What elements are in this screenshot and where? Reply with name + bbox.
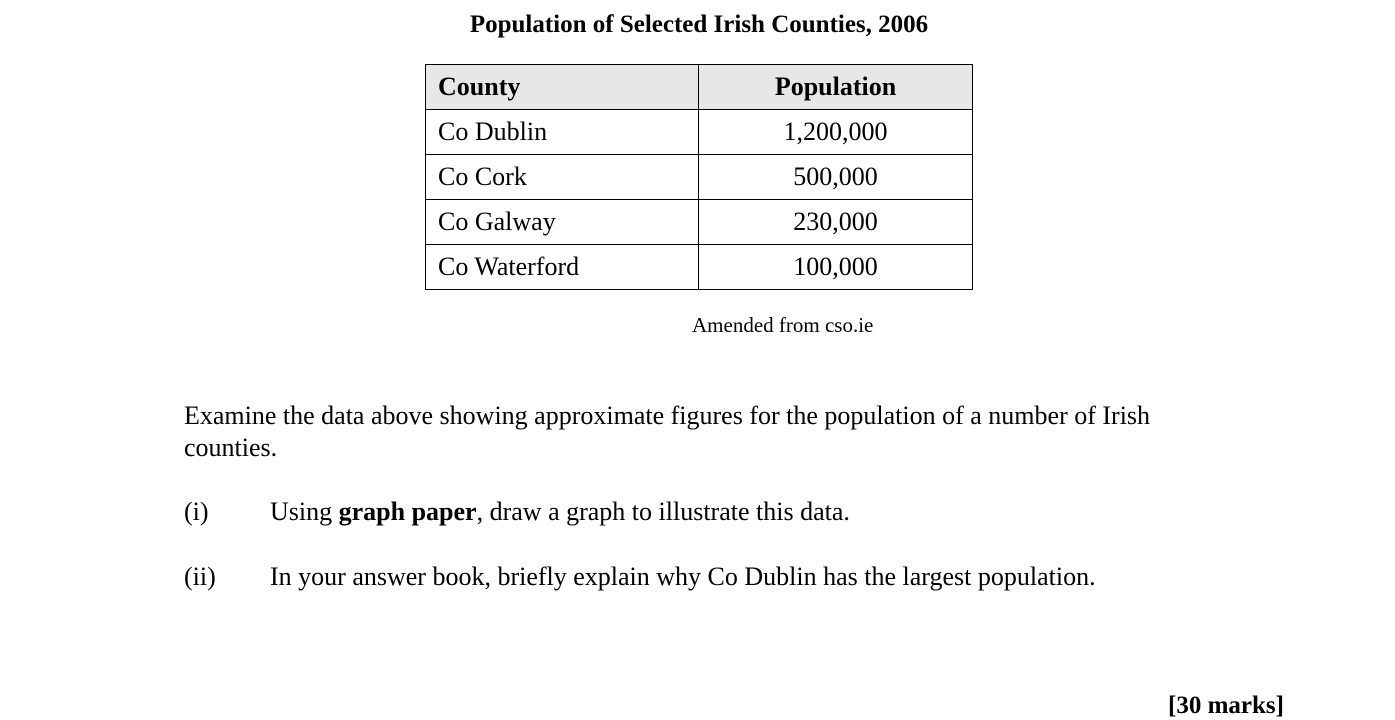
- column-header-population: Population: [699, 65, 973, 110]
- county-cell: Co Waterford: [426, 245, 699, 290]
- intro-text: Examine the data above showing approximate figures for the population of a number of Irish counties.: [184, 401, 1151, 462]
- county-cell: Co Galway: [426, 200, 699, 245]
- population-cell: 230,000: [699, 200, 973, 245]
- table-row: [426, 200, 973, 245]
- table-header-row: [426, 65, 973, 110]
- table-row: [426, 245, 973, 290]
- county-cell: Co Dublin: [426, 110, 699, 155]
- population-table: [425, 64, 973, 290]
- question-text-end: , draw a graph to illustrate this data.: [476, 497, 850, 526]
- source-note: Amended from cso.ie: [692, 313, 874, 337]
- question-number: (ii): [184, 562, 216, 591]
- question-text-start: Using: [270, 497, 339, 526]
- question-text: [270, 497, 850, 527]
- column-header-county: County: [426, 65, 699, 110]
- page-title: Population of Selected Irish Counties, 2006: [469, 11, 929, 38]
- question-text-bold: graph paper: [338, 497, 477, 526]
- marks-label: [30 marks]: [1168, 692, 1284, 719]
- population-cell: 500,000: [699, 155, 973, 200]
- question-text: In your answer book, briefly explain why Co Dublin has the largest population.: [270, 562, 1096, 591]
- population-cell: 100,000: [699, 245, 973, 290]
- population-cell: 1,200,000: [699, 110, 973, 155]
- county-cell: Co Cork: [426, 155, 699, 200]
- question-number: (i): [184, 497, 209, 526]
- table-row: [426, 110, 973, 155]
- table-row: [426, 155, 973, 200]
